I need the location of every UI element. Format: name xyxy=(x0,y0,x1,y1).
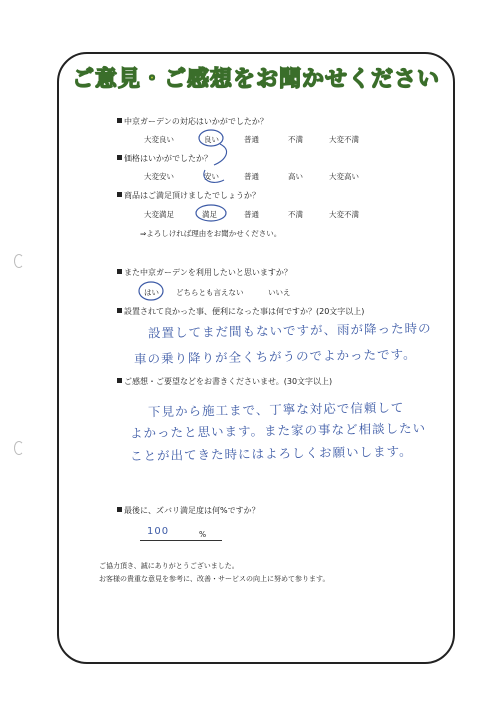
question-text: ご感想・ご要望などをお書きくださいませ。(30文字以上) xyxy=(124,377,333,386)
option-q2-4[interactable]: 高い xyxy=(288,172,303,181)
comments-answer-line-1: 下見から施工まで、丁寧な対応で信頼して xyxy=(147,399,405,420)
form-title: ご意見・ご感想をお聞かせください xyxy=(71,67,440,92)
option-q4-yes[interactable]: はい xyxy=(144,288,159,297)
question-text: 中京ガーデンの対応はいかがでしたか？ xyxy=(124,117,268,126)
footer-thanks: ご協力頂き、誠にありがとうございました。 xyxy=(99,562,239,570)
option-q3-5[interactable]: 大変不満 xyxy=(329,210,359,219)
selection-tail-q1 xyxy=(214,144,227,165)
option-q1-2[interactable]: 良い xyxy=(204,135,219,144)
option-q1-3[interactable]: 普通 xyxy=(244,135,259,144)
footer-note: お客様の貴重な意見を参考に、改善・サービスの向上に努めて参ります。 xyxy=(99,575,330,583)
benefits-answer-line-2: 車の乗り降りが全くちがうのでよかったです。 xyxy=(133,346,417,367)
option-q3-1[interactable]: 大変満足 xyxy=(144,210,174,219)
option-q3-2[interactable]: 満足 xyxy=(202,210,217,219)
question-text: 商品はご満足頂けましたでしょうか？ xyxy=(124,191,260,200)
selection-circle-q4 xyxy=(139,282,163,300)
option-q1-1[interactable]: 大変良い xyxy=(144,135,174,144)
percent-unit: % xyxy=(199,530,207,539)
reason-prompt: ⇒よろしければ理由をお聞かせください。 xyxy=(140,229,282,238)
option-q2-2[interactable]: 安い xyxy=(204,172,219,181)
question-text: 最後に、ズバリ満足度は何%ですか？ xyxy=(124,506,260,515)
selection-circle-q1 xyxy=(199,130,223,146)
option-q2-1[interactable]: 大変安い xyxy=(144,172,174,181)
option-q4-neutral[interactable]: どちらとも言えない xyxy=(176,288,244,297)
question-text: 設置されて良かった事、便利になった事は何ですか？(20文字以上) xyxy=(124,307,365,316)
option-q3-4[interactable]: 不満 xyxy=(288,210,303,219)
question-text: また中京ガーデンを利用したいと思いますか？ xyxy=(124,268,292,277)
comments-answer-line-2: よかったと思います。また家の事など相談したい xyxy=(129,420,427,441)
comments-answer-line-3: ことが出てきた時にはよろしくお願いします。 xyxy=(129,443,413,464)
option-q2-3[interactable]: 普通 xyxy=(244,172,259,181)
selection-tail-q2 xyxy=(204,170,224,182)
satisfaction-percent-value[interactable]: 100 xyxy=(147,526,170,537)
option-q3-3[interactable]: 普通 xyxy=(244,210,259,219)
option-q2-5[interactable]: 大変高い xyxy=(329,172,359,181)
option-q4-no[interactable]: いいえ xyxy=(268,288,291,297)
selection-circle-q3 xyxy=(196,205,226,221)
question-text: 価格はいかがでしたか？ xyxy=(124,154,212,163)
option-q1-4[interactable]: 不満 xyxy=(288,135,303,144)
benefits-answer-line-1: 設置してまだ間もないですが、雨が降った時の xyxy=(147,320,432,341)
option-q1-5[interactable]: 大変不満 xyxy=(329,135,359,144)
